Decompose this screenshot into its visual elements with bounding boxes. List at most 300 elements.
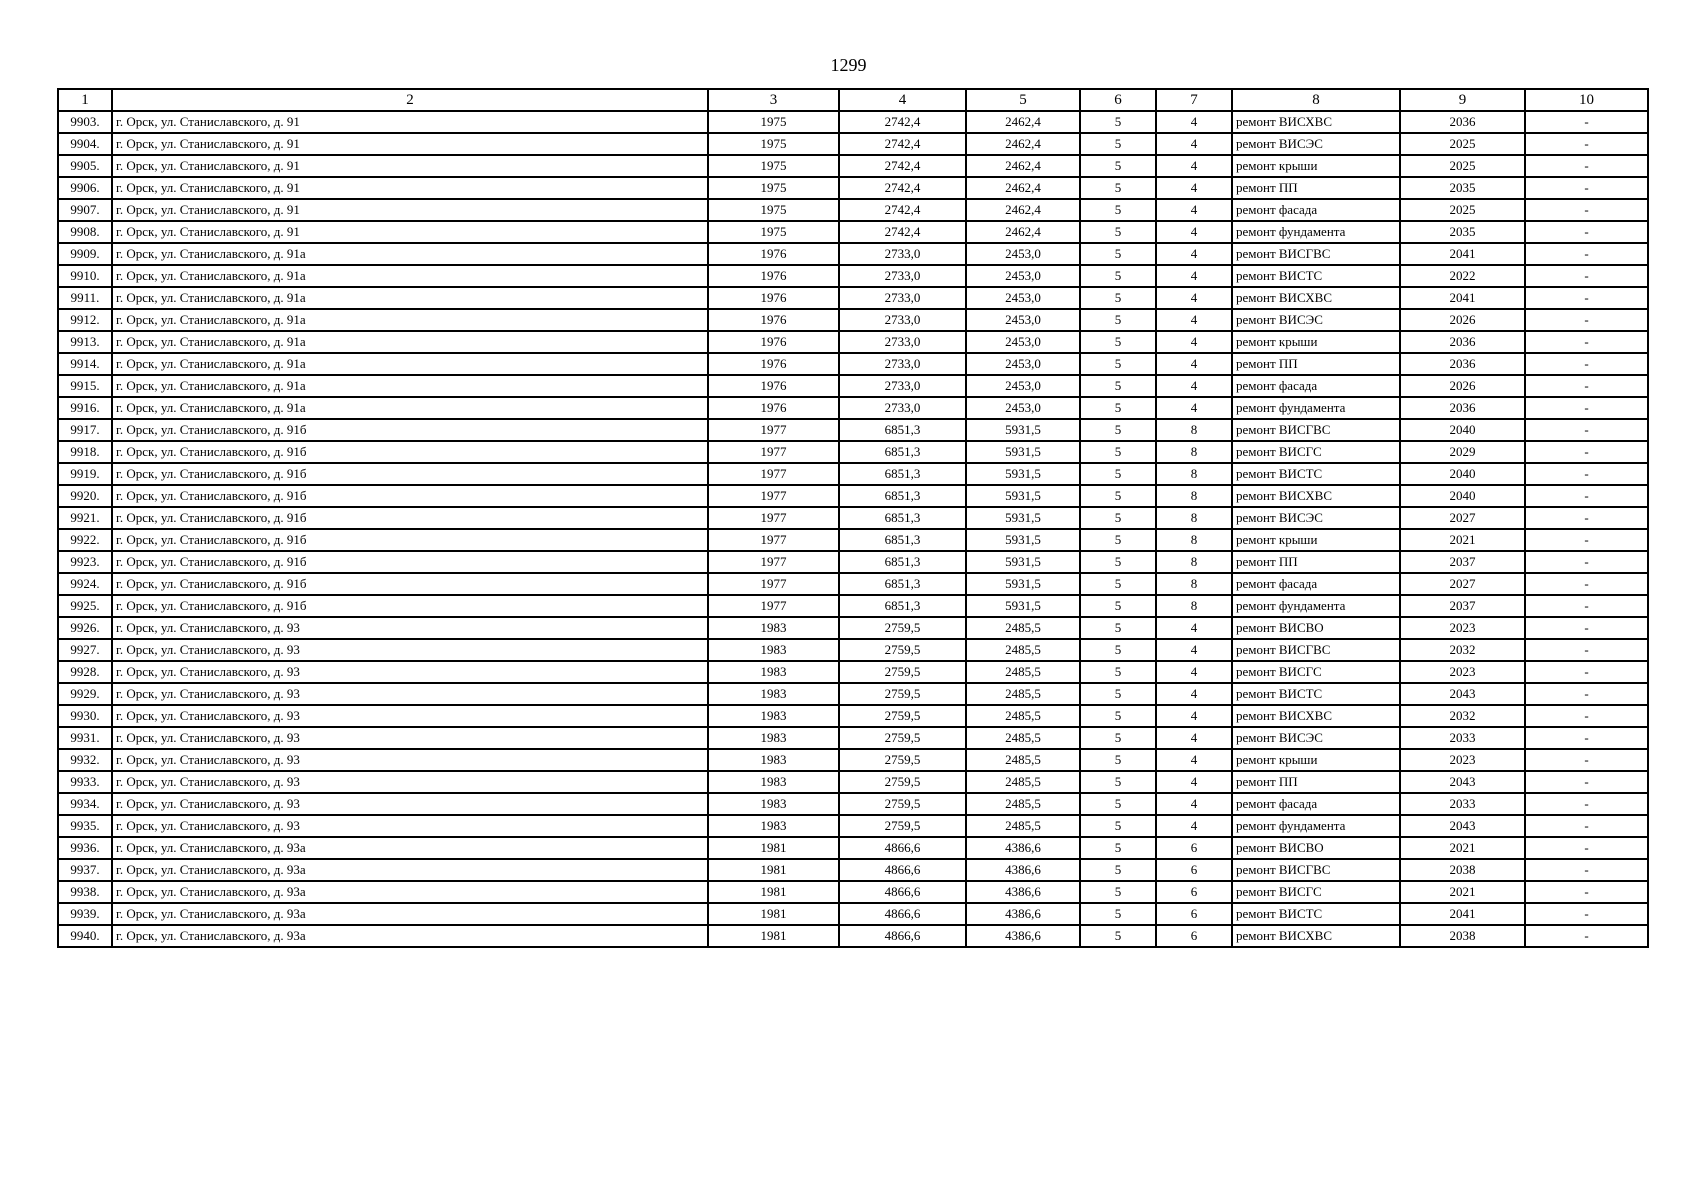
cell-entrances: 4: [1156, 705, 1232, 727]
cell-year-built: 1976: [708, 265, 839, 287]
cell-living-area: 2485,5: [966, 749, 1080, 771]
cell-row-number: 9939.: [58, 903, 112, 925]
cell-work-type: ремонт крыши: [1232, 155, 1400, 177]
cell-total-area: 6851,3: [839, 551, 966, 573]
cell-floors: 5: [1080, 903, 1156, 925]
table-row: [58, 155, 1648, 177]
cell-work-type: ремонт фундамента: [1232, 397, 1400, 419]
cell-entrances: 8: [1156, 463, 1232, 485]
cell-total-area: 6851,3: [839, 595, 966, 617]
cell-year-built: 1976: [708, 397, 839, 419]
column-header-4: 4: [839, 89, 966, 111]
cell-planned-year: 2041: [1400, 903, 1525, 925]
table-row: [58, 529, 1648, 551]
cell-total-area: 2759,5: [839, 771, 966, 793]
table-row: [58, 397, 1648, 419]
cell-work-type: ремонт фундамента: [1232, 815, 1400, 837]
cell-planned-year: 2041: [1400, 243, 1525, 265]
cell-note: -: [1525, 771, 1648, 793]
cell-year-built: 1977: [708, 463, 839, 485]
cell-entrances: 4: [1156, 683, 1232, 705]
cell-note: -: [1525, 397, 1648, 419]
cell-living-area: 2485,5: [966, 683, 1080, 705]
table-row: [58, 463, 1648, 485]
cell-total-area: 4866,6: [839, 881, 966, 903]
cell-floors: 5: [1080, 199, 1156, 221]
cell-living-area: 2453,0: [966, 397, 1080, 419]
cell-work-type: ремонт ВИСЭС: [1232, 309, 1400, 331]
cell-note: -: [1525, 331, 1648, 353]
cell-entrances: 4: [1156, 375, 1232, 397]
column-header-1: 1: [58, 89, 112, 111]
cell-address: г. Орск, ул. Станиславского, д. 91а: [112, 287, 708, 309]
cell-row-number: 9933.: [58, 771, 112, 793]
cell-year-built: 1977: [708, 529, 839, 551]
cell-note: -: [1525, 353, 1648, 375]
cell-address: г. Орск, ул. Станиславского, д. 91б: [112, 419, 708, 441]
table-row: [58, 309, 1648, 331]
cell-note: -: [1525, 573, 1648, 595]
cell-note: -: [1525, 683, 1648, 705]
cell-planned-year: 2023: [1400, 617, 1525, 639]
cell-planned-year: 2035: [1400, 221, 1525, 243]
cell-total-area: 2733,0: [839, 287, 966, 309]
cell-planned-year: 2021: [1400, 837, 1525, 859]
cell-work-type: ремонт ВИСГВС: [1232, 859, 1400, 881]
cell-total-area: 2759,5: [839, 727, 966, 749]
cell-row-number: 9920.: [58, 485, 112, 507]
cell-year-built: 1976: [708, 353, 839, 375]
cell-note: -: [1525, 309, 1648, 331]
cell-year-built: 1976: [708, 309, 839, 331]
cell-living-area: 2453,0: [966, 331, 1080, 353]
cell-total-area: 6851,3: [839, 419, 966, 441]
cell-address: г. Орск, ул. Станиславского, д. 91: [112, 133, 708, 155]
cell-living-area: 4386,6: [966, 903, 1080, 925]
cell-planned-year: 2032: [1400, 639, 1525, 661]
cell-year-built: 1976: [708, 243, 839, 265]
cell-work-type: ремонт ВИСХВС: [1232, 925, 1400, 947]
cell-year-built: 1976: [708, 331, 839, 353]
cell-work-type: ремонт ВИСЭС: [1232, 133, 1400, 155]
cell-planned-year: 2026: [1400, 309, 1525, 331]
cell-note: -: [1525, 463, 1648, 485]
cell-year-built: 1981: [708, 925, 839, 947]
cell-address: г. Орск, ул. Станиславского, д. 93: [112, 749, 708, 771]
cell-total-area: 2742,4: [839, 199, 966, 221]
cell-row-number: 9932.: [58, 749, 112, 771]
cell-note: -: [1525, 749, 1648, 771]
cell-address: г. Орск, ул. Станиславского, д. 91б: [112, 595, 708, 617]
column-header-3: 3: [708, 89, 839, 111]
cell-entrances: 8: [1156, 441, 1232, 463]
cell-note: -: [1525, 529, 1648, 551]
cell-year-built: 1977: [708, 573, 839, 595]
cell-total-area: 6851,3: [839, 485, 966, 507]
cell-living-area: 2485,5: [966, 727, 1080, 749]
cell-total-area: 2742,4: [839, 221, 966, 243]
cell-planned-year: 2037: [1400, 595, 1525, 617]
cell-row-number: 9915.: [58, 375, 112, 397]
cell-row-number: 9913.: [58, 331, 112, 353]
table-row: [58, 903, 1648, 925]
cell-address: г. Орск, ул. Станиславского, д. 93а: [112, 925, 708, 947]
cell-floors: 5: [1080, 221, 1156, 243]
cell-planned-year: 2043: [1400, 683, 1525, 705]
cell-living-area: 2485,5: [966, 639, 1080, 661]
cell-planned-year: 2023: [1400, 661, 1525, 683]
cell-total-area: 6851,3: [839, 463, 966, 485]
cell-entrances: 4: [1156, 243, 1232, 265]
cell-work-type: ремонт ВИСХВС: [1232, 111, 1400, 133]
cell-living-area: 5931,5: [966, 595, 1080, 617]
table-row: [58, 199, 1648, 221]
cell-year-built: 1983: [708, 705, 839, 727]
cell-entrances: 4: [1156, 265, 1232, 287]
cell-row-number: 9905.: [58, 155, 112, 177]
cell-row-number: 9935.: [58, 815, 112, 837]
cell-work-type: ремонт фундамента: [1232, 595, 1400, 617]
cell-living-area: 2485,5: [966, 771, 1080, 793]
column-header-6: 6: [1080, 89, 1156, 111]
cell-note: -: [1525, 111, 1648, 133]
cell-entrances: 4: [1156, 397, 1232, 419]
cell-planned-year: 2021: [1400, 881, 1525, 903]
table-row: [58, 265, 1648, 287]
cell-row-number: 9904.: [58, 133, 112, 155]
cell-work-type: ремонт ВИСЭС: [1232, 727, 1400, 749]
cell-address: г. Орск, ул. Станиславского, д. 91б: [112, 485, 708, 507]
cell-entrances: 4: [1156, 199, 1232, 221]
cell-row-number: 9906.: [58, 177, 112, 199]
cell-year-built: 1977: [708, 441, 839, 463]
cell-work-type: ремонт ВИСТС: [1232, 903, 1400, 925]
cell-floors: 5: [1080, 705, 1156, 727]
cell-total-area: 2742,4: [839, 155, 966, 177]
cell-address: г. Орск, ул. Станиславского, д. 91б: [112, 507, 708, 529]
cell-entrances: 4: [1156, 617, 1232, 639]
cell-address: г. Орск, ул. Станиславского, д. 93: [112, 617, 708, 639]
column-header-2: 2: [112, 89, 708, 111]
cell-note: -: [1525, 485, 1648, 507]
cell-entrances: 8: [1156, 551, 1232, 573]
cell-note: -: [1525, 793, 1648, 815]
table-row: [58, 375, 1648, 397]
cell-entrances: 4: [1156, 661, 1232, 683]
table-row: [58, 705, 1648, 727]
cell-living-area: 4386,6: [966, 837, 1080, 859]
cell-living-area: 5931,5: [966, 551, 1080, 573]
cell-living-area: 2485,5: [966, 661, 1080, 683]
cell-total-area: 2759,5: [839, 793, 966, 815]
cell-year-built: 1983: [708, 617, 839, 639]
cell-total-area: 6851,3: [839, 507, 966, 529]
cell-row-number: 9936.: [58, 837, 112, 859]
cell-floors: 5: [1080, 155, 1156, 177]
cell-total-area: 4866,6: [839, 859, 966, 881]
column-header-9: 9: [1400, 89, 1525, 111]
cell-work-type: ремонт крыши: [1232, 749, 1400, 771]
cell-living-area: 5931,5: [966, 441, 1080, 463]
cell-floors: 5: [1080, 529, 1156, 551]
cell-address: г. Орск, ул. Станиславского, д. 91а: [112, 265, 708, 287]
table-row: [58, 815, 1648, 837]
cell-planned-year: 2026: [1400, 375, 1525, 397]
cell-total-area: 6851,3: [839, 529, 966, 551]
cell-planned-year: 2041: [1400, 287, 1525, 309]
table-row: [58, 683, 1648, 705]
cell-address: г. Орск, ул. Станиславского, д. 91б: [112, 573, 708, 595]
cell-address: г. Орск, ул. Станиславского, д. 91б: [112, 441, 708, 463]
table-row: [58, 837, 1648, 859]
cell-address: г. Орск, ул. Станиславского, д. 91б: [112, 463, 708, 485]
cell-year-built: 1976: [708, 287, 839, 309]
cell-entrances: 6: [1156, 925, 1232, 947]
cell-entrances: 8: [1156, 595, 1232, 617]
cell-floors: 5: [1080, 771, 1156, 793]
table-row: [58, 331, 1648, 353]
cell-row-number: 9940.: [58, 925, 112, 947]
cell-entrances: 6: [1156, 859, 1232, 881]
cell-address: г. Орск, ул. Станиславского, д. 93: [112, 727, 708, 749]
cell-floors: 5: [1080, 727, 1156, 749]
table-row: [58, 771, 1648, 793]
cell-entrances: 8: [1156, 573, 1232, 595]
cell-floors: 5: [1080, 309, 1156, 331]
cell-work-type: ремонт ВИСТС: [1232, 463, 1400, 485]
cell-work-type: ремонт ВИСГС: [1232, 881, 1400, 903]
cell-address: г. Орск, ул. Станиславского, д. 91: [112, 221, 708, 243]
cell-row-number: 9916.: [58, 397, 112, 419]
cell-planned-year: 2022: [1400, 265, 1525, 287]
cell-total-area: 6851,3: [839, 441, 966, 463]
cell-address: г. Орск, ул. Станиславского, д. 93а: [112, 903, 708, 925]
cell-year-built: 1981: [708, 881, 839, 903]
cell-living-area: 5931,5: [966, 485, 1080, 507]
cell-work-type: ремонт ВИСГВС: [1232, 419, 1400, 441]
cell-planned-year: 2036: [1400, 331, 1525, 353]
cell-note: -: [1525, 551, 1648, 573]
cell-planned-year: 2040: [1400, 463, 1525, 485]
cell-living-area: 5931,5: [966, 573, 1080, 595]
cell-note: -: [1525, 837, 1648, 859]
cell-year-built: 1981: [708, 859, 839, 881]
cell-work-type: ремонт ВИСГС: [1232, 661, 1400, 683]
cell-row-number: 9908.: [58, 221, 112, 243]
cell-entrances: 4: [1156, 331, 1232, 353]
cell-address: г. Орск, ул. Станиславского, д. 91а: [112, 243, 708, 265]
cell-floors: 5: [1080, 837, 1156, 859]
cell-address: г. Орск, ул. Станиславского, д. 91а: [112, 309, 708, 331]
cell-total-area: 2733,0: [839, 375, 966, 397]
cell-address: г. Орск, ул. Станиславского, д. 93: [112, 683, 708, 705]
table-row: [58, 133, 1648, 155]
repair-schedule-table: [57, 88, 1649, 948]
cell-floors: 5: [1080, 881, 1156, 903]
cell-note: -: [1525, 859, 1648, 881]
cell-floors: 5: [1080, 749, 1156, 771]
cell-planned-year: 2036: [1400, 353, 1525, 375]
cell-living-area: 2462,4: [966, 155, 1080, 177]
cell-address: г. Орск, ул. Станиславского, д. 93: [112, 793, 708, 815]
cell-note: -: [1525, 925, 1648, 947]
cell-note: -: [1525, 661, 1648, 683]
cell-entrances: 8: [1156, 419, 1232, 441]
cell-year-built: 1981: [708, 903, 839, 925]
cell-row-number: 9910.: [58, 265, 112, 287]
cell-row-number: 9917.: [58, 419, 112, 441]
cell-total-area: 2759,5: [839, 617, 966, 639]
cell-work-type: ремонт ВИСГС: [1232, 441, 1400, 463]
cell-year-built: 1975: [708, 177, 839, 199]
cell-floors: 5: [1080, 463, 1156, 485]
cell-address: г. Орск, ул. Станиславского, д. 91б: [112, 529, 708, 551]
cell-note: -: [1525, 595, 1648, 617]
cell-planned-year: 2025: [1400, 133, 1525, 155]
cell-work-type: ремонт ВИСЭС: [1232, 507, 1400, 529]
cell-row-number: 9911.: [58, 287, 112, 309]
cell-work-type: ремонт фасада: [1232, 199, 1400, 221]
cell-living-area: 2453,0: [966, 287, 1080, 309]
cell-work-type: ремонт ВИСТС: [1232, 265, 1400, 287]
cell-total-area: 2759,5: [839, 639, 966, 661]
cell-entrances: 8: [1156, 529, 1232, 551]
cell-entrances: 4: [1156, 771, 1232, 793]
cell-floors: 5: [1080, 243, 1156, 265]
cell-living-area: 5931,5: [966, 463, 1080, 485]
cell-floors: 5: [1080, 353, 1156, 375]
cell-floors: 5: [1080, 551, 1156, 573]
table-row: [58, 727, 1648, 749]
cell-planned-year: 2037: [1400, 551, 1525, 573]
cell-row-number: 9930.: [58, 705, 112, 727]
cell-work-type: ремонт ПП: [1232, 551, 1400, 573]
cell-floors: 5: [1080, 419, 1156, 441]
cell-note: -: [1525, 419, 1648, 441]
cell-living-area: 2462,4: [966, 221, 1080, 243]
table-row: [58, 595, 1648, 617]
table-row: [58, 617, 1648, 639]
cell-total-area: 4866,6: [839, 925, 966, 947]
cell-total-area: 4866,6: [839, 903, 966, 925]
cell-note: -: [1525, 881, 1648, 903]
cell-floors: 5: [1080, 859, 1156, 881]
cell-living-area: 2453,0: [966, 353, 1080, 375]
cell-year-built: 1983: [708, 793, 839, 815]
cell-entrances: 4: [1156, 353, 1232, 375]
cell-note: -: [1525, 441, 1648, 463]
cell-note: -: [1525, 155, 1648, 177]
cell-note: -: [1525, 221, 1648, 243]
column-header-10: 10: [1525, 89, 1648, 111]
cell-entrances: 4: [1156, 155, 1232, 177]
cell-planned-year: 2035: [1400, 177, 1525, 199]
cell-planned-year: 2021: [1400, 529, 1525, 551]
cell-year-built: 1976: [708, 375, 839, 397]
cell-work-type: ремонт фундамента: [1232, 221, 1400, 243]
cell-row-number: 9924.: [58, 573, 112, 595]
cell-entrances: 4: [1156, 727, 1232, 749]
cell-floors: 5: [1080, 639, 1156, 661]
cell-total-area: 2742,4: [839, 133, 966, 155]
cell-living-area: 2462,4: [966, 177, 1080, 199]
column-header-8: 8: [1232, 89, 1400, 111]
cell-work-type: ремонт ВИСТС: [1232, 683, 1400, 705]
cell-floors: 5: [1080, 595, 1156, 617]
cell-address: г. Орск, ул. Станиславского, д. 93: [112, 705, 708, 727]
cell-work-type: ремонт фасада: [1232, 375, 1400, 397]
cell-total-area: 4866,6: [839, 837, 966, 859]
cell-year-built: 1983: [708, 683, 839, 705]
cell-address: г. Орск, ул. Станиславского, д. 93: [112, 639, 708, 661]
cell-floors: 5: [1080, 661, 1156, 683]
cell-address: г. Орск, ул. Станиславского, д. 93: [112, 815, 708, 837]
cell-total-area: 2742,4: [839, 177, 966, 199]
cell-planned-year: 2036: [1400, 111, 1525, 133]
cell-floors: 5: [1080, 111, 1156, 133]
cell-note: -: [1525, 133, 1648, 155]
cell-entrances: 4: [1156, 177, 1232, 199]
cell-total-area: 2733,0: [839, 243, 966, 265]
cell-row-number: 9934.: [58, 793, 112, 815]
cell-living-area: 2453,0: [966, 265, 1080, 287]
cell-row-number: 9921.: [58, 507, 112, 529]
cell-planned-year: 2038: [1400, 925, 1525, 947]
table-row: [58, 573, 1648, 595]
cell-entrances: 4: [1156, 639, 1232, 661]
cell-year-built: 1983: [708, 815, 839, 837]
table-row: [58, 485, 1648, 507]
cell-year-built: 1975: [708, 221, 839, 243]
cell-address: г. Орск, ул. Станиславского, д. 93: [112, 771, 708, 793]
cell-year-built: 1975: [708, 133, 839, 155]
table-row: [58, 221, 1648, 243]
cell-entrances: 6: [1156, 903, 1232, 925]
cell-address: г. Орск, ул. Станиславского, д. 91а: [112, 375, 708, 397]
cell-row-number: 9907.: [58, 199, 112, 221]
cell-planned-year: 2027: [1400, 507, 1525, 529]
cell-planned-year: 2032: [1400, 705, 1525, 727]
cell-floors: 5: [1080, 441, 1156, 463]
cell-year-built: 1977: [708, 485, 839, 507]
cell-living-area: 5931,5: [966, 419, 1080, 441]
cell-entrances: 8: [1156, 507, 1232, 529]
cell-planned-year: 2040: [1400, 419, 1525, 441]
cell-address: г. Орск, ул. Станиславского, д. 93а: [112, 881, 708, 903]
table-row: [58, 551, 1648, 573]
cell-row-number: 9927.: [58, 639, 112, 661]
cell-total-area: 2759,5: [839, 661, 966, 683]
cell-planned-year: 2036: [1400, 397, 1525, 419]
cell-row-number: 9928.: [58, 661, 112, 683]
table-row: [58, 507, 1648, 529]
cell-work-type: ремонт ПП: [1232, 177, 1400, 199]
cell-entrances: 6: [1156, 881, 1232, 903]
cell-living-area: 5931,5: [966, 529, 1080, 551]
cell-living-area: 2485,5: [966, 617, 1080, 639]
cell-total-area: 2759,5: [839, 683, 966, 705]
table-row: [58, 749, 1648, 771]
cell-row-number: 9918.: [58, 441, 112, 463]
cell-floors: 5: [1080, 485, 1156, 507]
cell-work-type: ремонт ВИСВО: [1232, 837, 1400, 859]
cell-floors: 5: [1080, 397, 1156, 419]
cell-entrances: 4: [1156, 111, 1232, 133]
cell-total-area: 6851,3: [839, 573, 966, 595]
cell-row-number: 9923.: [58, 551, 112, 573]
cell-floors: 5: [1080, 793, 1156, 815]
page-number: 1299: [830, 55, 867, 75]
